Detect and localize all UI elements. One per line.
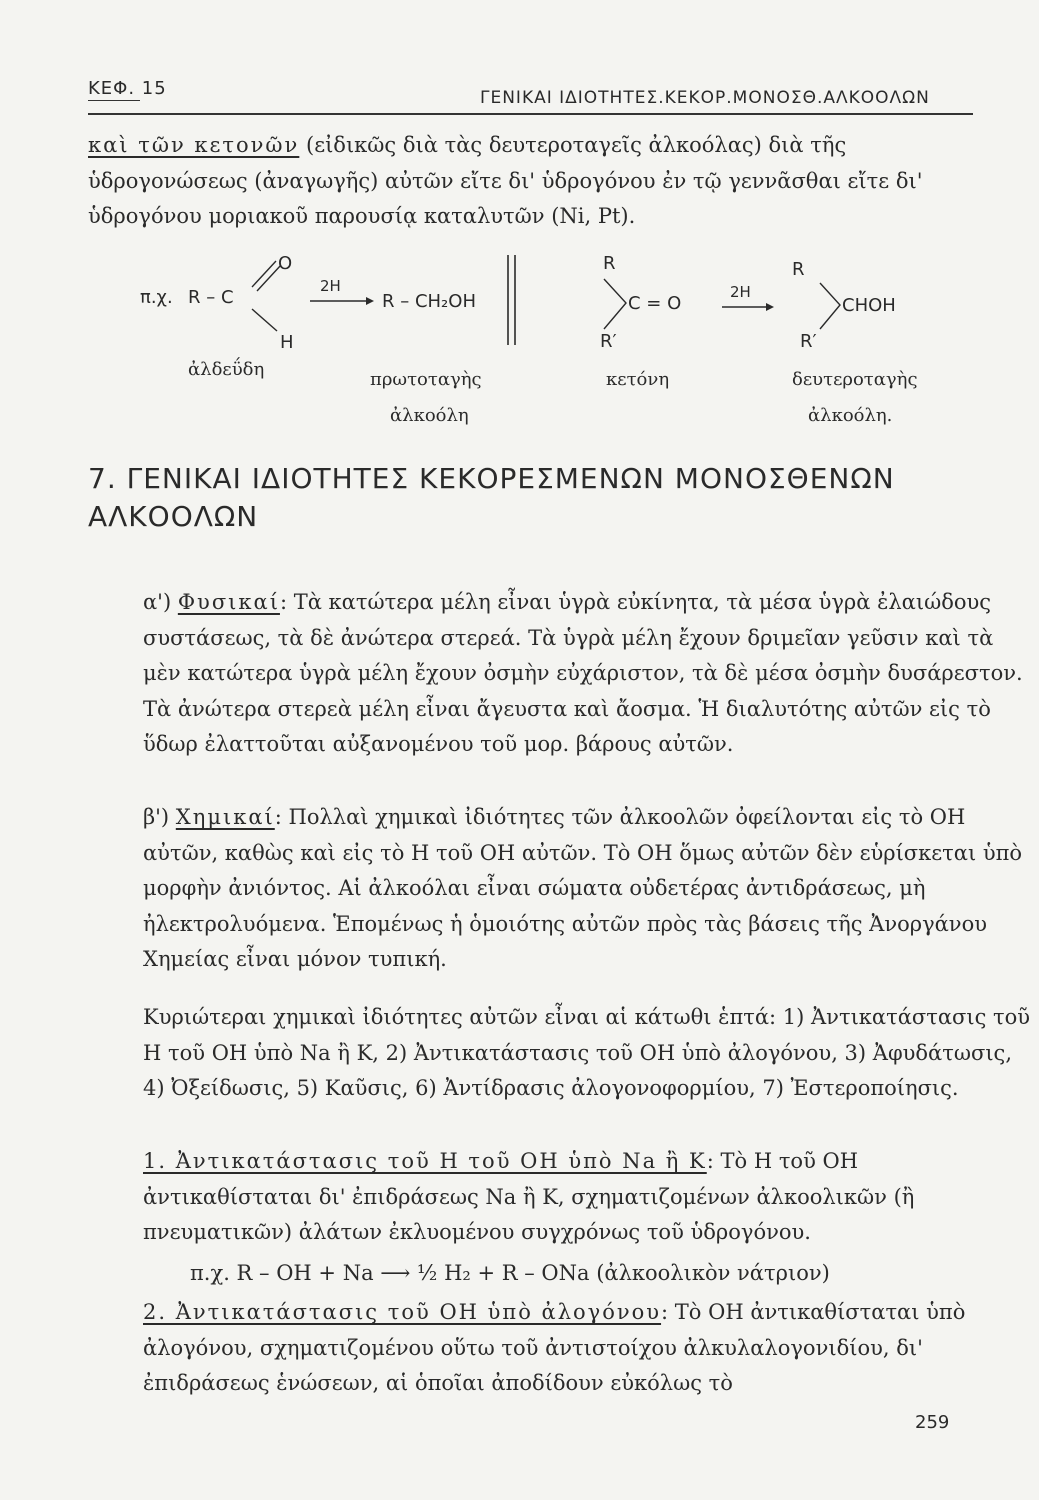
reaction-arrow-2-head (766, 303, 774, 311)
chemical-text: : Πολλαὶ χημικαὶ ἰδιότητες τῶν ἀλκοολῶν ὀφείλονται εἰς τὸ OH αὐτῶν, καθὼς καὶ εἰς τὸ H τοῦ OH αὐτῶν. Τὸ OH ὅμως αὐτῶν δὲν εὑρίσκεται ὑπὸ μορφὴν ἀνιόντος. Αἱ ἀλκοόλαι εἶναι σώματα οὐδετέρας ἀντιδράσεως, μὴ ἠλεκτρολυόμενα. Ἑπομένως ἡ ὁμοιότης αὐτῶν πρὸς τὰς βάσεις τῆς Ἀνοργάνου Χημείας εἶναι μόνον τυπική. (143, 805, 1023, 971)
physical-paragraph (88, 585, 1033, 763)
properties-text: Κυριώτεραι χημικαὶ ἰδιότητες αὐτῶν εἶναι αἱ κάτωθι ἑπτά: 1) Ἀντικατάστασις τοῦ H τοῦ OH ὑπὸ Na ἢ K, 2) Ἀντικατάστασις τοῦ OH ὑπὸ ἀλογόνου, 3) Ἀφυδάτωσις, 4) Ὀξείδωσις, 5) Καῦσις, 6) Ἀντίδρασις ἀλογονοφορμίου, 7) Ἐστεροποίησις. (143, 1005, 1031, 1100)
item1-paragraph (88, 1144, 1033, 1251)
item1-equation: π.χ. R – OH + Na ⟶ ½ H₂ + R – ONa (ἀλκοολικὸν νάτριον) (190, 1261, 830, 1285)
ketone-reagent-label: 2H (730, 283, 751, 301)
chapter-underline (88, 100, 140, 101)
oxygen-atom: O (278, 253, 293, 274)
secondary-group: CHOH (842, 295, 896, 316)
intro-lead: καὶ τῶν κετονῶν (88, 133, 300, 157)
item1-text: : Τὸ H τοῦ OH ἀντικαθίσταται δι' ἐπιδράσεως Na ἢ K, σχηματιζομένων ἀλκοολικῶν (ἢ πνευματικῶν) ἀλάτων ἐκλυομένου συγχρόνως τοῦ ὑδρογόνου. (143, 1149, 915, 1244)
ketone-bracket (604, 279, 626, 329)
aldehyde-formula: R – C (188, 287, 234, 308)
item2-text: : Τὸ OH ἀντικαθίσταται ὑπὸ ἀλογόνου, σχηματιζομένου οὕτω τοῦ ἀντιστοίχου ἀλκυλαλογονιδίου, δι' ἐπιδράσεως ἑνώσεων, αἱ ὁποῖαι ἀποδίδουν εὐκόλως τὸ (143, 1300, 966, 1395)
chemical-marker: β') (143, 805, 170, 829)
hydrogen-atom: H (280, 332, 294, 353)
reduction-scheme (140, 245, 980, 440)
single-bond-line (252, 309, 277, 331)
reaction-arrow-1-head (366, 297, 374, 305)
label-primary: πρωτοταγὴς (370, 369, 482, 390)
intro-text: (εἰδικῶς διὰ τὰς δευτεροταγεῖς ἀλκοόλας) διὰ τῆς ὑδρογονώσεως (ἀναγωγῆς) αὐτῶν εἴτε δι' ὑδρογόνου ἐν τῷ γεννᾶσθαι εἴτε δι' ὑδρογόνου μοριακοῦ παρουσίᾳ καταλυτῶν (Ni, Pt). (88, 133, 923, 228)
section-title: 7. ΓΕΝΙΚΑΙ ΙΔΙΟΤΗΤΕΣ ΚΕΚΟΡΕΣΜΕΝΩΝ ΜΟΝΟΣΘΕΝΩΝ ΑΛΚΟΟΛΩΝ (88, 462, 895, 533)
physical-marker: α') (143, 590, 172, 614)
physical-heading: Φυσικαί (177, 590, 280, 614)
reduction-scheme-drawing (140, 245, 980, 440)
header-rule (88, 113, 973, 115)
intro-paragraph (88, 128, 978, 235)
item2-paragraph (88, 1295, 1033, 1402)
properties-paragraph (88, 1000, 1033, 1107)
ketone-r-top: R (603, 253, 616, 274)
chapter-label: ΚΕΦ. 15 (88, 78, 167, 99)
label-primary-2: ἀλκοόλη (390, 405, 469, 426)
label-ketone: κετόνη (606, 369, 670, 390)
item1-heading: 1. Ἀντικατάστασις τοῦ H τοῦ OH ὑπὸ Na ἢ K (143, 1149, 707, 1173)
chemical-heading: Χημικαί (175, 805, 275, 829)
running-title: ΓΕΝΙΚΑΙ ΙΔΙΟΤΗΤΕΣ.ΚΕΚΟΡ.ΜΟΝΟΣΘ.ΑΛΚΟΟΛΩΝ (480, 88, 930, 108)
page-number: 259 (915, 1412, 950, 1433)
ketone-r-bottom: R′ (600, 331, 617, 352)
alcohol-bracket (820, 283, 840, 329)
label-secondary: δευτεροταγὴς (792, 369, 918, 390)
label-aldehyde: ἀλδεΰδη (188, 359, 265, 380)
chemical-paragraph (88, 800, 1033, 978)
alcohol-r-bottom: R′ (800, 331, 817, 352)
formula-prefix: π.χ. (140, 287, 173, 308)
reagent-label: 2H (320, 277, 341, 295)
alcohol-r-top: R (792, 259, 805, 280)
primary-product: R – CH₂OH (382, 291, 476, 312)
physical-text: : Τὰ κατώτερα μέλη εἶναι ὑγρὰ εὐκίνητα, τὰ μέσα ὑγρὰ ἐλαιώδους συστάσεως, τὰ δὲ ἀνώτερα στερεά. Τὰ ὑγρὰ μέλη ἔχουν δριμεῖαν γεῦσιν καὶ τὰ μὲν κατώτερα ὑγρὰ μέλη ἔχουν ὀσμὴν εὐχάριστον, τὰ δὲ μέσα ὀσμὴν δυσάρεστον. Τὰ ἀνώτερα στερεὰ μέλη εἶναι ἄγευστα καὶ ἄοσμα. Ἡ διαλυτότης αὐτῶν εἰς τὸ ὕδωρ ἐλαττοῦται αὐξανομένου τοῦ μορ. βάρους αὐτῶν. (143, 590, 1023, 756)
label-secondary-2: ἀλκοόλη. (808, 405, 893, 426)
item2-heading: 2. Ἀντικατάστασις τοῦ OH ὑπὸ ἀλογόνου (143, 1300, 662, 1324)
ketone-group: C = O (628, 293, 682, 314)
